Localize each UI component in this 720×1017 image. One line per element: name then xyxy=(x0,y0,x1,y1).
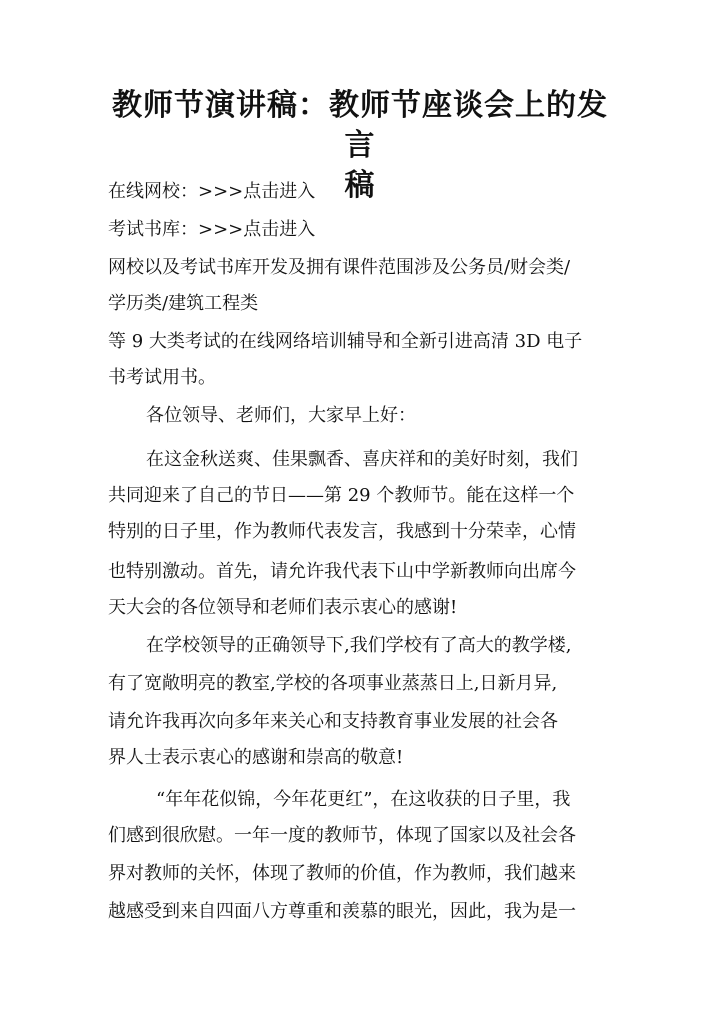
paragraph-line: 请允许我再次向多年来关心和支持教育事业发展的社会各 xyxy=(108,711,558,732)
title-line-2: 稿 xyxy=(344,168,376,203)
exam-library-link[interactable]: 考试书库：>>>点击进入 xyxy=(108,219,316,240)
online-school-link[interactable]: 在线网校：>>>点击进入 xyxy=(108,181,316,202)
paragraph-line: 在这金秋送爽、佳果飘香、喜庆祥和的美好时刻，我们 xyxy=(146,449,578,470)
paragraph-line: 也特别激动。首先，请允许我代表下山中学新教师向出席今 xyxy=(108,561,576,582)
greeting-line: 各位领导、老师们，大家早上好： xyxy=(146,405,416,426)
paragraph-line: 有了宽敞明亮的教室,学校的各项事业蒸蒸日上,日新月异, xyxy=(108,673,558,694)
body-line: 等 9 大类考试的在线网络培训辅导和全新引进高清 3D 电子 xyxy=(108,331,583,352)
paragraph-line: 越感受到来自四面八方尊重和羡慕的眼光，因此，我为是一 xyxy=(108,901,576,922)
paragraph-line: 在学校领导的正确领导下,我们学校有了高大的教学楼, xyxy=(146,635,572,656)
body-line: 书考试用书。 xyxy=(108,367,216,388)
title-line-1: 教师节演讲稿：教师节座谈会上的发言 xyxy=(112,88,608,163)
paragraph-line: 界对教师的关怀，体现了教师的价值，作为教师，我们越来 xyxy=(108,863,576,884)
paragraph-line: 特别的日子里，作为教师代表发言，我感到十分荣幸，心情 xyxy=(108,521,576,542)
paragraph-line: 们感到很欣慰。一年一度的教师节，体现了国家以及社会各 xyxy=(108,825,576,846)
paragraph-line: 天大会的各位领导和老师们表示衷心的感谢! xyxy=(108,597,458,618)
paragraph-line: 界人士表示衷心的感谢和崇高的敬意! xyxy=(108,747,404,768)
paragraph-line: “年年花似锦，今年花更红”，在这收获的日子里，我 xyxy=(156,789,571,810)
paragraph-line: 共同迎来了自己的节日——第 29 个教师节。能在这样一个 xyxy=(108,485,575,506)
body-line: 学历类/建筑工程类 xyxy=(108,293,259,314)
body-line: 网校以及考试书库开发及拥有课件范围涉及公务员/财会类/ xyxy=(108,257,571,278)
